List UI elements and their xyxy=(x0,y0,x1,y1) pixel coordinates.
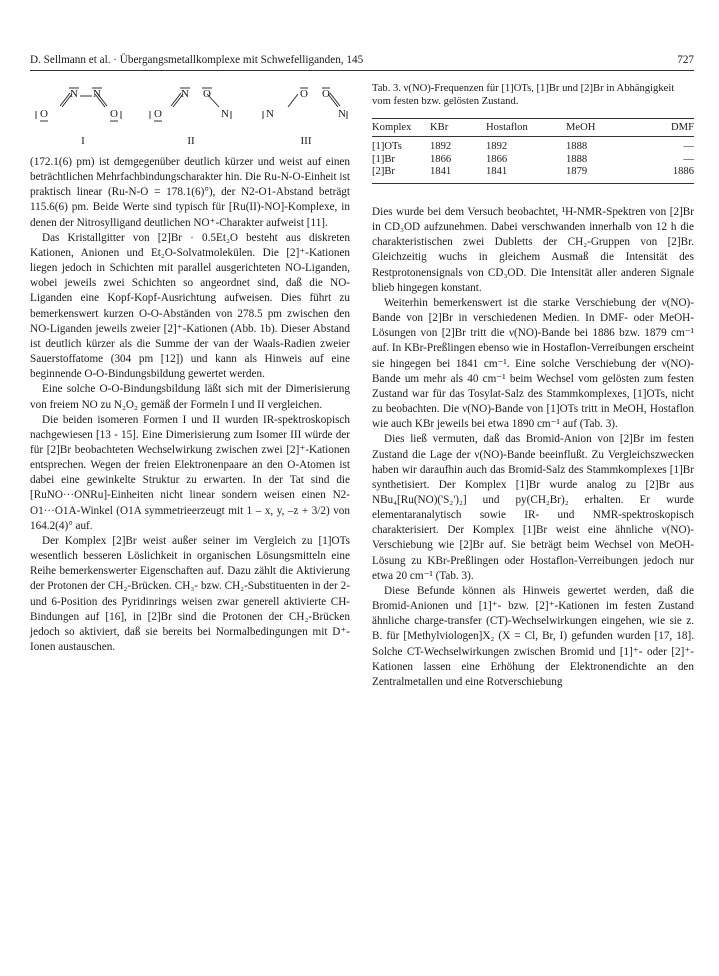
atom-label: O xyxy=(110,108,118,120)
structural-formulas xyxy=(30,80,350,150)
table-cell: [1]Br xyxy=(372,153,395,165)
table-cell: 1841 xyxy=(430,166,452,177)
formula-label: III xyxy=(300,135,312,147)
paragraph: Die beiden isomeren Formen I und II wurden IR-spektroskopisch nachgewiesen [13 - 15]. Eine Dimerisierung zum Isomer III würde der für [2]Br beobachteten Wechselwirkung zwischen zwei [2]⁺-Kationen entsprechen. Wegen der freien Elektronenpaare an den O-Atomen ist dabei eine gewinkelte Struktur zu erwarten. In der Tat sind die [RuNO···ONRu]-Einheiten nicht linear sondern weisen einen N2-O1···O1A-Winkel (O1A symmetrieerzeugt mit 1 – x, y, –z + 3/2) von 164.2(4)° auf. xyxy=(30,413,350,532)
formula-label: II xyxy=(187,135,195,147)
column-header: Hostaflon xyxy=(486,122,528,133)
table-cell: 1866 xyxy=(486,153,508,165)
table-cell: 1879 xyxy=(566,166,588,177)
left-column xyxy=(30,155,350,655)
table-cell: 1892 xyxy=(430,141,452,152)
atom-label: N xyxy=(266,108,274,120)
column-header: MeOH xyxy=(566,122,596,133)
paragraph: Der Komplex [2]Br weist außer seiner im Vergleich zu [1]OTs wesentlich besseren Löslichkeit in organischen Lösungsmitteln eine Reihe bemerkenswerter Eigenschaften auf. Dazu zählt die Aktivierung der Protonen der CH₂-Brücken. CH₃- bzw. CH₂-Substituenten in der 2- und 6-Position des Pyridinrings weisen zwar generell aktivierte CH-Bindungen auf [16], in [2]Br sind die Protonen der CH₂-Brücken jedoch so aktiviert, daß sie bereits bei Normalbedingungen mit D⁺-Ionen austauschen. xyxy=(30,534,350,653)
column-header: Komplex xyxy=(372,122,412,133)
table-row xyxy=(372,154,694,167)
paragraph: Eine solche O-O-Bindungsbildung läßt sich mit der Dimerisierung von freiem NO zu N₂O₂ gemäß der Formeln I und II vergleichen. xyxy=(30,383,350,411)
atom-label: N xyxy=(338,108,346,120)
paragraph: Dies wurde bei dem Versuch beobachtet, ¹H-NMR-Spektren von [2]Br in CD₃OD aufzunehmen. Dabei verschwanden innerhalb von 12 h die charakteristischen zwei Dubletts der CH₂-Gruppen von [2]Br. Gleichzeitig wuchs in gleichem Ausmaß die Intensität des Restprotonensignals von CD₃OD. Die Intensität aller anderen Signale blieb hingegen konstant. xyxy=(372,206,694,294)
right-column xyxy=(372,205,694,690)
table-row xyxy=(372,137,694,154)
journal-title: D. Sellmann et al. · Übergangsmetallkomplexe mit Schwefelliganden, 145 xyxy=(30,54,364,66)
atom-label: O xyxy=(203,88,211,100)
atom-label: O xyxy=(154,108,162,120)
table-cell: 1866 xyxy=(430,153,452,165)
atom-label: O xyxy=(322,88,330,100)
running-header xyxy=(30,54,694,71)
column-header: KBr xyxy=(430,122,449,133)
table-cell: — xyxy=(683,153,694,165)
table-cell: [2]Br xyxy=(372,166,395,177)
atom-label: N xyxy=(93,88,101,100)
table-cell: 1888 xyxy=(566,153,588,165)
table-caption: Tab. 3. ν(NO)-Frequenzen für [1]OTs, [1]Br und [2]Br in Abhängigkeit vom festen bzw. gelösten Zustand. xyxy=(372,83,675,107)
formula-label: I xyxy=(81,135,85,147)
table-cell: 1888 xyxy=(566,141,588,152)
paragraph: Das Kristallgitter von [2]Br · 0.5Et₂O besteht aus diskreten Kationen, Anionen und Et₂O-Solvatmolekülen. Die [2]⁺-Kationen liegen jedoch in Schichten mit parallel ausgerichteten NO-Liganden, wobei jeweils zwei Schichten so angeordnet sind, daß die NO-Liganden eine Kopf-Kopf-Ausrichtung aufweisen. Dies führt zu bemerkenswert kurzen O-O-Abständen von 278.5 pm zwischen den NO-Liganden jeweils zweier [2]⁺-Kationen (Abb. 1b). Dieser Abstand ist deutlich kürzer als die Summe der van der Waals-Radien zweier Sauerstoffatome (304 pm [12]) und kann als Hinweis auf eine beginnende O-O-Bindungsbildung gewertet werden. xyxy=(30,231,350,381)
column-header: DMF xyxy=(671,122,694,133)
table-header-row xyxy=(372,119,694,137)
table-cell: 1886 xyxy=(672,166,694,177)
atom-label: O xyxy=(40,108,48,120)
atom-label: N xyxy=(221,108,229,120)
paragraph: Diese Befunde können als Hinweis gewertet werden, daß die Bromid-Anionen und [1]⁺- bzw. [2]⁺-Kationen im festen Zustand ähnliche charge-transfer (CT)-Wechselwirkungen eingehen, wie sie z. B. für [Methylviologen]X₂ (X = Cl, Br, I) gefunden wurden [17, 18]. Solche CT-Wechselwirkungen zwischen Bromid und [1]⁺- oder [2]⁺-Kationen lassen eine Erhöhung der Elektronendichte an den Zentralmetallen und eine Rotverschiebung xyxy=(372,584,694,688)
table-cell: [1]OTs xyxy=(372,141,402,152)
n2o2-isomer-diagram xyxy=(30,80,350,150)
table-cell: 1892 xyxy=(486,141,508,152)
paragraph: (172.1(6) pm) ist demgegenüber deutlich kürzer und weist auf einen beträchtlichen Mehrfachbindungscharakter hin. Die Ru-N-O-Einheit ist praktisch linear (Ru-N-O = 178.1(6)°), der N2-O1-Abstand beträgt 115.6(6) pm. Beide Werte sind typisch für [Ru(II)-NO]-Komplexe, in denen der Nitrosylligand deutlichen NO⁺-Charakter aufweist [11]. xyxy=(30,156,350,229)
table-cell: — xyxy=(683,141,694,152)
page-number: 727 xyxy=(677,54,694,66)
atom-label: O xyxy=(300,88,308,100)
table-cell: 1841 xyxy=(486,166,508,177)
atom-label: N xyxy=(181,88,189,100)
paragraph: Dies ließ vermuten, daß das Bromid-Anion von [2]Br im festen Zustand die Lage der ν(NO)-Bande beeinflußt. Zu Vergleichszwecken haben wir daraufhin auch das Bromid-Salz des Stammkomplexes [1]Br synthetisiert. Der Komplex [1]Br wurde analog zu [2]Br aus NBu₄[Ru(NO)('S₂')₂] und py(CH₂Br)₂ erhalten. Er wurde elementaranalytisch sowie IR- und NMR-spektroskopisch charakterisiert. Der Komplex [1]Br weist eine ähnliche ν(NO)-Verschiebung wie [2]Br auf. Sie beträgt beim Wechsel von MeOH-Lösung zu KBr-Preßlingen oder Hostaflon-Verreibungen jedoch nur etwa 20 cm⁻¹ (Tab. 3). xyxy=(372,433,694,582)
nu-no-table xyxy=(372,118,694,184)
atom-label: N xyxy=(70,88,78,100)
table-row xyxy=(372,166,694,183)
paragraph: Weiterhin bemerkenswert ist die starke Verschiebung der ν(NO)-Bande von [2]Br in verschiedenen Medien. In DMF- oder MeOH-Lösungen von [2]Br tritt die ν(NO)-Bande bei 1886 bzw. 1879 cm⁻¹ auf. In KBr-Preßlingen ebenso wie in Hostaflon-Verreibungen erscheint sie hingegen bei 1841 cm⁻¹. Eine solche Verschiebung der ν(NO)-Bande um mehr als 40 cm⁻¹ beim Wechsel vom gelösten zum festen Zustand war für das Tosylat-Salz des Stammkomplexes, [1]OTs, nicht zu beobachten. Die ν(NO)-Bande von [1]OTs tritt in MeOH, Hostaflon wie auch KBr jeweils bei etwa 1890 cm⁻¹ auf (Tab. 3). xyxy=(372,296,694,431)
